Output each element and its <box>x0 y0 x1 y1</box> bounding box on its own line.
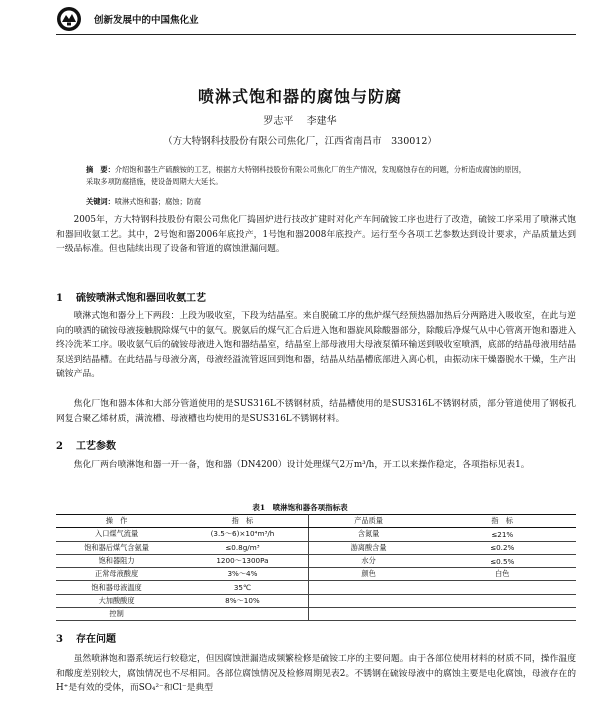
table-row <box>56 568 576 581</box>
table-cell: 游离酸含量 <box>308 541 428 554</box>
table-cell: 白色 <box>428 568 576 581</box>
table-row <box>56 528 576 541</box>
keywords-text: 喷淋式饱和器；腐蚀；防腐 <box>114 197 202 206</box>
table-row <box>56 594 576 607</box>
table-cell <box>177 608 308 621</box>
table-cell: 正常母液酸度 <box>56 568 177 581</box>
table-cell: ≤0.2% <box>428 541 576 554</box>
author-name: 罗志平 <box>263 116 294 127</box>
table-cell: 饱和器后煤气含氨量 <box>56 541 177 554</box>
table-cell <box>428 581 576 594</box>
table-cell: 控制 <box>56 608 177 621</box>
section-number: 3 <box>56 634 63 645</box>
section-heading <box>56 437 116 452</box>
table-cell: 颜色 <box>308 568 428 581</box>
table-cell: 1200～1300Pa <box>177 554 308 567</box>
table-row <box>56 541 576 554</box>
parameters-table <box>56 514 576 621</box>
table-cell: 含氮量 <box>308 528 428 541</box>
table-cell <box>308 608 428 621</box>
table-cell <box>308 581 428 594</box>
abstract-text: 介绍饱和器生产硫酸铵的工艺，根据方大特钢科技股份有限公司焦化厂的生产情况，发现腐蚀存在的问题，分析造成腐蚀的原因，采取多项防腐措施，使设备周期大大延长。 <box>86 165 526 186</box>
table-cell: 饱和器母液温度 <box>56 581 177 594</box>
table-cell: 水分 <box>308 554 428 567</box>
abstract <box>86 164 526 187</box>
section-title: 工艺参数 <box>76 441 116 452</box>
article-authors <box>0 112 600 127</box>
section-number: 2 <box>56 441 63 452</box>
table-header-cell: 产品质量 <box>308 515 428 528</box>
table-header-cell: 操 作 <box>56 515 177 528</box>
table-row <box>56 608 576 621</box>
table-cell: ≤0.8g/m³ <box>177 541 308 554</box>
table-cell: 3%～4% <box>177 568 308 581</box>
table-header-cell: 指 标 <box>428 515 576 528</box>
table-cell: ≤0.5% <box>428 554 576 567</box>
section-number: 1 <box>56 293 63 304</box>
section1-paragraph: 焦化厂饱和器本体和大部分管道使用的是SUS316L不锈钢材质，结晶槽使用的是SUS316L不锈钢材质，部分管道使用了钢板孔网复合聚乙烯材质，满流槽、母液槽也均使用的是SUS316L不锈钢材料。 <box>56 399 576 424</box>
article-affiliation: （方大特钢科技股份有限公司焦化厂，江西省南昌市 330012） <box>163 136 437 147</box>
section-title: 存在问题 <box>76 634 116 645</box>
section-title: 硫铵喷淋式饱和器回收氨工艺 <box>76 293 206 304</box>
keywords <box>86 196 526 207</box>
header-rule <box>56 34 576 35</box>
table-cell: 8%～10% <box>177 594 308 607</box>
table-cell: 饱和器阻力 <box>56 554 177 567</box>
section-heading <box>56 630 116 645</box>
section1-paragraph: 喷淋式饱和器分上下两段：上段为吸收室，下段为结晶室。来自脱硫工序的焦炉煤气经预热器加热后分两路进入吸收室，在此与逆向的喷洒的硫铵母液接触脱除煤气中的氨气。脱氨后的煤气汇合后进入饱和器旋风除酸器部分，除酸后净煤气从中心管离开饱和器进入终冷洗苯工序。吸收氨气后的硫铵母液进入饱和器结晶室，结晶室上部母液用大母液泵循环输送到吸收室喷洒，底部的结晶母液用结晶泵送到结晶槽。在此结晶与母液分离，母液经溢流管返回到饱和器，结晶从结晶槽底部进入离心机，由振动床干燥器脱水干燥，生产出硫铵产品。 <box>56 311 576 379</box>
table-caption: 表1 喷淋饱和器各项指标表 <box>252 503 348 512</box>
table-cell <box>428 608 576 621</box>
table-row <box>56 581 576 594</box>
table-header-row <box>56 515 576 528</box>
table-header-cell: 指 标 <box>177 515 308 528</box>
abstract-label: 摘 要： <box>86 165 115 174</box>
table-cell: (3.5～6)×10⁴m³/h <box>177 528 308 541</box>
journal-header-title: 创新发展中的中国焦化业 <box>94 15 199 26</box>
keywords-label: 关键词： <box>86 197 115 206</box>
author-name: 李建华 <box>306 116 337 127</box>
running-header <box>56 6 576 32</box>
article-title: 喷淋式饱和器的腐蚀与防腐 <box>197 87 402 106</box>
table-cell: 35℃ <box>177 581 308 594</box>
journal-logo-icon <box>56 6 82 32</box>
section2-paragraph: 焦化厂两台喷淋饱和器一开一备，饱和器（DN4200）设计处理煤气2万m³/h，开工以来操作稳定，各项指标见表1。 <box>73 460 530 470</box>
section-heading <box>56 289 206 304</box>
section3-paragraph: 虽然喷淋饱和器系统运行较稳定，但因腐蚀泄漏造成频繁检修是硫铵工序的主要问题。由于各部位使用材料的材质不同，操作温度和酸度差别较大，腐蚀情况也不尽相同。各部位腐蚀情况及检修周期见表2。不锈钢在硫铵母液中的腐蚀主要是电化腐蚀，母液存在的H⁺是有效的受体，而SO₄²⁻和Cl⁻是典型 <box>56 654 576 693</box>
table-row <box>56 554 576 567</box>
intro-paragraph: 2005年，方大特钢科技股份有限公司焦化厂捣固炉进行技改扩建时对化产车间硫铵工序也进行了改造，硫铵工序采用了喷淋式饱和器回收氨工艺。其中，2号饱和器2006年底投产，1号饱和器2008年底投产。运行至今各项工艺参数达到设计要求，产品质量达到一级品标准。但也陆续出现了设备和管道的腐蚀泄漏问题。 <box>56 215 576 254</box>
table-cell: 大加酸酸度 <box>56 594 177 607</box>
table-cell: 入口煤气流量 <box>56 528 177 541</box>
table-cell <box>428 594 576 607</box>
table-cell <box>308 594 428 607</box>
table-cell: ≤21% <box>428 528 576 541</box>
